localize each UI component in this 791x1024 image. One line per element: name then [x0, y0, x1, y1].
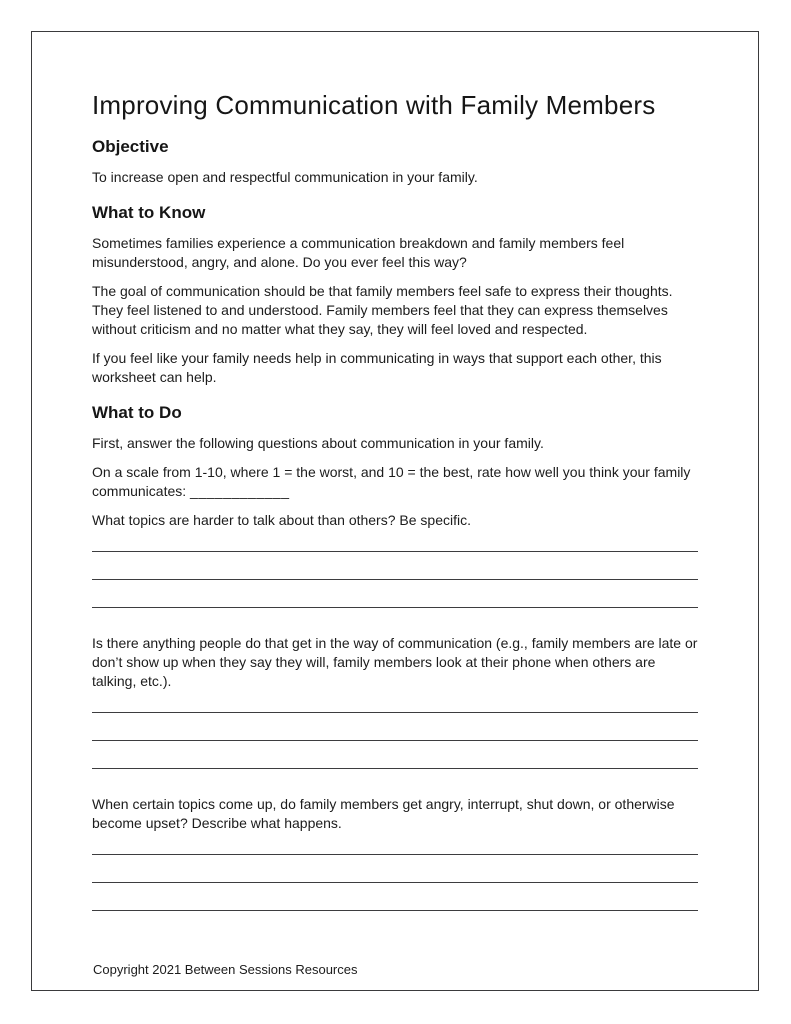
page-title: Improving Communication with Family Members	[92, 90, 656, 120]
answer-line	[92, 855, 698, 883]
question-prompt-q1: What topics are harder to talk about than others? Be specific.	[92, 512, 471, 528]
answer-line	[92, 691, 698, 713]
objective-heading: Objective	[92, 137, 169, 156]
do-intro-text: First, answer the following questions about communication in your family.	[92, 435, 544, 451]
answer-line	[92, 833, 698, 855]
answer-line	[92, 713, 698, 741]
know-paragraph-1: Sometimes families experience a communication breakdown and family members feel misunderstood, angry, and alone. Do you ever feel this way?	[92, 235, 625, 270]
objective-text: To increase open and respectful communication in your family.	[92, 169, 478, 185]
what-to-do-heading: What to Do	[92, 403, 182, 422]
question-prompt-q3: When certain topics come up, do family members get angry, interrupt, shut down, or otherwise become upset? Describe what happens.	[92, 796, 675, 831]
page-border	[31, 31, 759, 991]
rating-question-text: On a scale from 1-10, where 1 = the worst, and 10 = the best, rate how well you think your family communicates:	[92, 464, 691, 499]
answer-line	[92, 552, 698, 580]
answer-line	[92, 530, 698, 552]
answer-lines-q3	[92, 833, 698, 911]
what-to-know-heading: What to Know	[92, 203, 206, 222]
answer-line	[92, 741, 698, 769]
copyright-text: Copyright 2021 Between Sessions Resources	[93, 962, 358, 977]
know-paragraph-3: If you feel like your family needs help in communicating in ways that support each other, this worksheet can help.	[92, 350, 662, 385]
page-content	[32, 32, 758, 990]
answer-lines-q2	[92, 691, 698, 769]
rating-question	[92, 463, 700, 501]
answer-line	[92, 580, 698, 608]
rating-blank: ____________	[190, 483, 290, 499]
answer-line	[92, 883, 698, 911]
answer-lines-q1	[92, 530, 698, 608]
question-prompt-q2: Is there anything people do that get in the way of communication (e.g., family members are late or don’t show up when they say they will, family members look at their phone when others are talking, etc.).	[92, 635, 698, 689]
know-paragraph-2: The goal of communication should be that family members feel safe to express their thoughts. They feel listened to and understood. Family members feel that they can express themselves without criticism and no matter what they say, they will feel loved and respected.	[92, 283, 673, 337]
